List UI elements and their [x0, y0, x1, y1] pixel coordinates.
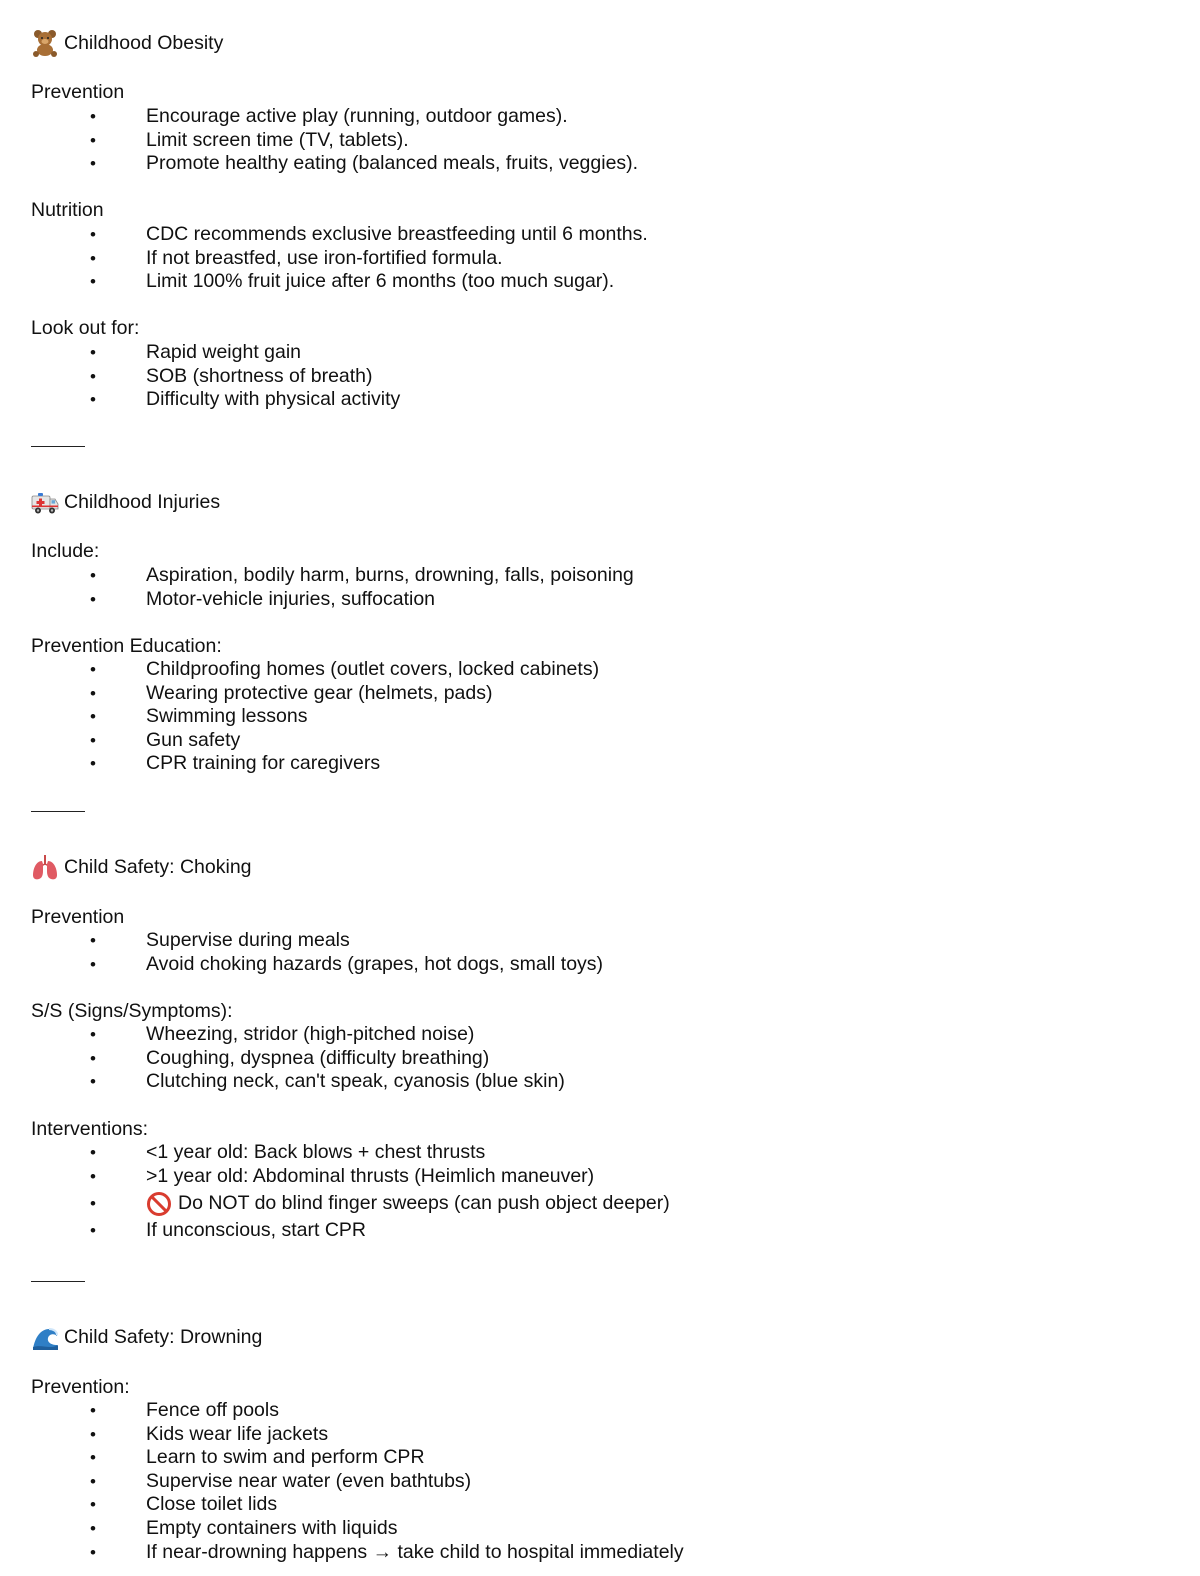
list-item-text: Clutching neck, can't speak, cyanosis (blue skin): [146, 1070, 565, 1093]
divider: [31, 446, 85, 447]
bullet-icon: •: [90, 130, 96, 150]
bullet-icon: •: [90, 1143, 96, 1162]
list-item-text: Gun safety: [146, 728, 241, 751]
list-item-text: CDC recommends exclusive breastfeeding until 6 months.: [146, 223, 648, 245]
group-label: Interventions:: [31, 1118, 149, 1140]
bullet-icon: •: [90, 954, 96, 974]
bullet-icon: •: [90, 343, 96, 362]
bullet-icon: •: [90, 1518, 96, 1538]
bullet-icon: •: [90, 272, 96, 292]
section-title: Childhood Obesity: [64, 31, 224, 54]
group-label: Look out for:: [31, 317, 140, 339]
list-item-text: Wheezing, stridor (high-pitched noise): [146, 1023, 475, 1045]
bullet-icon: •: [90, 931, 96, 950]
divider: [31, 1281, 85, 1282]
list-item-text: Kids wear life jackets: [146, 1422, 329, 1445]
list-item-text: Close toilet lids: [146, 1493, 278, 1516]
list-item-text: Limit 100% fruit juice after 6 months (too much sugar).: [146, 270, 615, 293]
list-item-text: Coughing, dyspnea (difficulty breathing): [146, 1046, 490, 1069]
list-item-content: [146, 1188, 670, 1219]
group-label: S/S (Signs/Symptoms):: [31, 1000, 233, 1022]
bullet-icon: •: [90, 1542, 96, 1562]
bullet-icon: •: [90, 707, 96, 727]
list-item-text: If not breastfed, use iron-fortified formula.: [146, 246, 503, 269]
list-item-text: Encourage active play (running, outdoor games).: [146, 105, 568, 127]
lungs-icon: [31, 853, 59, 881]
bullet-icon: •: [90, 248, 96, 268]
wave-icon: [31, 1323, 59, 1351]
list-item-text: Empty containers with liquids: [146, 1516, 398, 1539]
list-item-text: Wearing protective gear (helmets, pads): [146, 681, 493, 704]
list-item-text: >1 year old: Abdominal thrusts (Heimlich maneuver): [146, 1164, 595, 1187]
bullet-icon: •: [90, 1048, 96, 1068]
list-item-text: Do NOT do blind finger sweeps (can push object deeper): [178, 1192, 670, 1215]
list-item-text: Fence off pools: [146, 1399, 279, 1421]
bullet-icon: •: [90, 1221, 96, 1241]
list-item-text: Swimming lessons: [146, 705, 308, 728]
teddy-bear-icon: [31, 29, 59, 57]
list-item-text: Childproofing homes (outlet covers, locked cabinets): [146, 658, 600, 680]
list-item-text: Supervise during meals: [146, 929, 350, 951]
bullet-icon: •: [90, 1072, 96, 1092]
section-heading-drowning: [31, 1322, 262, 1352]
bullet-icon: •: [90, 1424, 96, 1444]
group-label: Prevention:: [31, 1376, 130, 1398]
group-label: Prevention: [31, 81, 125, 103]
bullet-icon: •: [90, 1194, 96, 1214]
section-heading-obesity: [31, 28, 223, 58]
list-item-text: Avoid choking hazards (grapes, hot dogs, small toys): [146, 952, 604, 975]
bullet-icon: •: [90, 390, 96, 410]
bullet-icon: •: [90, 225, 96, 244]
no-entry-icon: [146, 1191, 172, 1217]
group-label: Prevention Education:: [31, 635, 222, 657]
list-item-text: <1 year old: Back blows + chest thrusts: [146, 1141, 486, 1163]
divider: [31, 811, 85, 812]
bullet-icon: •: [90, 566, 96, 585]
section-heading-injuries: [31, 487, 220, 517]
list-item-text: Aspiration, bodily harm, burns, drowning, falls, poisoning: [146, 564, 634, 586]
section-title: Child Safety: Drowning: [64, 1325, 263, 1348]
list-item-text: If unconscious, start CPR: [146, 1219, 367, 1242]
group-label: Prevention: [31, 906, 125, 928]
list-item-text: Learn to swim and perform CPR: [146, 1446, 425, 1469]
group-label: Include:: [31, 540, 100, 562]
list-item-text: CPR training for caregivers: [146, 752, 381, 775]
section-heading-choking: [31, 852, 252, 882]
bullet-icon: •: [90, 1448, 96, 1468]
bullet-icon: •: [90, 660, 96, 679]
list-item-text: Difficulty with physical activity: [146, 388, 401, 411]
list-item-text: SOB (shortness of breath): [146, 364, 373, 387]
bullet-icon: •: [90, 107, 96, 126]
bullet-icon: •: [90, 154, 96, 174]
bullet-icon: •: [90, 1471, 96, 1491]
bullet-icon: •: [90, 366, 96, 386]
section-title: Childhood Injuries: [64, 490, 221, 513]
ambulance-icon: [31, 488, 59, 516]
list-item-text: Limit screen time (TV, tablets).: [146, 128, 409, 151]
bullet-icon: •: [90, 1166, 96, 1186]
bullet-icon: •: [90, 1025, 96, 1044]
list-item-text: Supervise near water (even bathtubs): [146, 1469, 472, 1492]
list-item-text: Promote healthy eating (balanced meals, fruits, veggies).: [146, 152, 639, 175]
bullet-icon: •: [90, 754, 96, 774]
bullet-icon: •: [90, 1401, 96, 1420]
bullet-icon: •: [90, 683, 96, 703]
bullet-icon: •: [90, 730, 96, 750]
list-item-text: Motor-vehicle injuries, suffocation: [146, 587, 436, 610]
list-item-text: If near-drowning happens → take child to hospital immediately: [146, 1540, 684, 1563]
bullet-icon: •: [90, 1495, 96, 1515]
bullet-icon: •: [90, 589, 96, 609]
group-label: Nutrition: [31, 199, 104, 221]
section-title: Child Safety: Choking: [64, 855, 252, 878]
list-item-text: Rapid weight gain: [146, 341, 302, 363]
